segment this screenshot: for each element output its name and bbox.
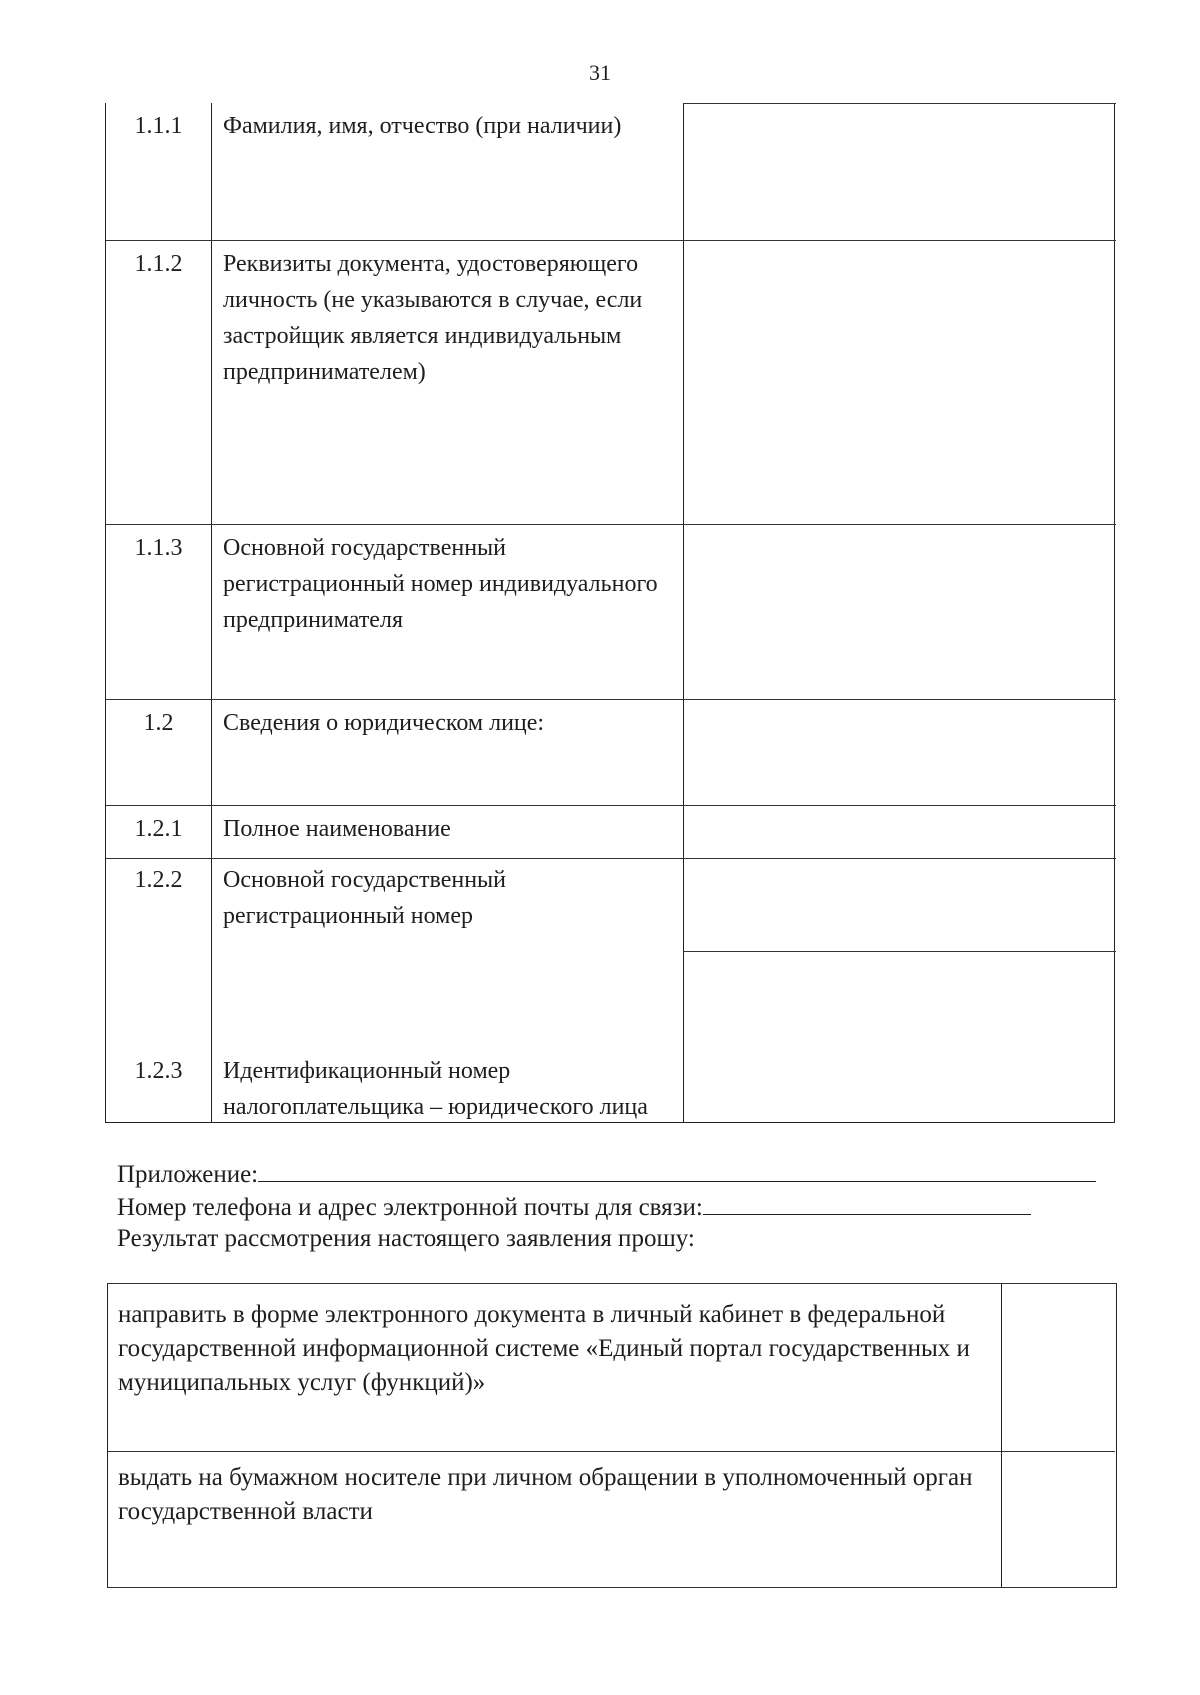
applicant-info-table xyxy=(105,103,1115,1123)
row-number: 1.1.1 xyxy=(134,113,183,139)
contact-label: Номер телефона и адрес электронной почты для связи: xyxy=(117,1194,703,1221)
row-label: Основной государственный регистрационный номер xyxy=(223,867,507,929)
value-cell-inn[interactable] xyxy=(683,951,1115,1123)
row-number: 1.1.2 xyxy=(134,251,183,277)
row-label: Идентификационный номер налогоплательщика – юридического лица xyxy=(223,1058,648,1120)
value-cell-identity-document[interactable] xyxy=(683,241,1115,524)
result-label: Результат рассмотрения настоящего заявления прошу: xyxy=(117,1225,695,1252)
table-row xyxy=(106,524,1116,699)
value-cell-full-name-entity[interactable] xyxy=(683,806,1115,858)
value-cell-legal-entity[interactable] xyxy=(683,700,1115,805)
attachment-label: Приложение: xyxy=(117,1161,259,1188)
page-number: 31 xyxy=(589,60,611,85)
result-option-paper: выдать на бумажном носителе при личном обращении в уполномоченный орган государственной власти xyxy=(118,1464,973,1525)
table-row xyxy=(106,699,1116,805)
row-label: Реквизиты документа, удостоверяющего личность (не указываются в случае, если застройщик является индивидуальным предпринимателем) xyxy=(223,251,643,385)
value-cell-full-name[interactable] xyxy=(683,103,1115,240)
row-label: Основной государственный регистрационный номер индивидуального предпринимателя xyxy=(223,535,658,633)
contact-field[interactable] xyxy=(703,1190,1031,1215)
attachment-field[interactable] xyxy=(258,1157,1096,1182)
value-cell-ogrn[interactable] xyxy=(683,859,1115,951)
row-number: 1.2.1 xyxy=(134,816,183,842)
result-option-row xyxy=(108,1451,1115,1587)
table-row xyxy=(106,858,1116,951)
result-option-electronic: направить в форме электронного документа в личный кабинет в федеральной государственной информационной системе «Единый портал государственных и муниципальных услуг (функций)» xyxy=(118,1301,970,1396)
value-cell-ogrnip[interactable] xyxy=(683,525,1115,699)
result-options-table xyxy=(107,1283,1117,1588)
table-row xyxy=(106,240,1116,524)
row-number: 1.2 xyxy=(143,710,174,736)
attachment-line xyxy=(117,1157,1096,1191)
row-number: 1.2.2 xyxy=(134,867,183,893)
row-number: 1.1.3 xyxy=(134,535,183,561)
table-row xyxy=(106,805,1116,858)
contact-line xyxy=(117,1190,1031,1224)
row-label: Сведения о юридическом лице: xyxy=(223,710,545,736)
result-option-paper-checkbox[interactable] xyxy=(1001,1451,1114,1587)
result-option-electronic-checkbox[interactable] xyxy=(1001,1284,1114,1451)
table-row xyxy=(106,103,1116,240)
result-request-line xyxy=(117,1223,695,1255)
result-option-row xyxy=(108,1284,1115,1451)
row-number: 1.2.3 xyxy=(134,1058,183,1084)
row-label: Фамилия, имя, отчество (при наличии) xyxy=(223,113,622,139)
row-label: Полное наименование xyxy=(223,816,451,842)
